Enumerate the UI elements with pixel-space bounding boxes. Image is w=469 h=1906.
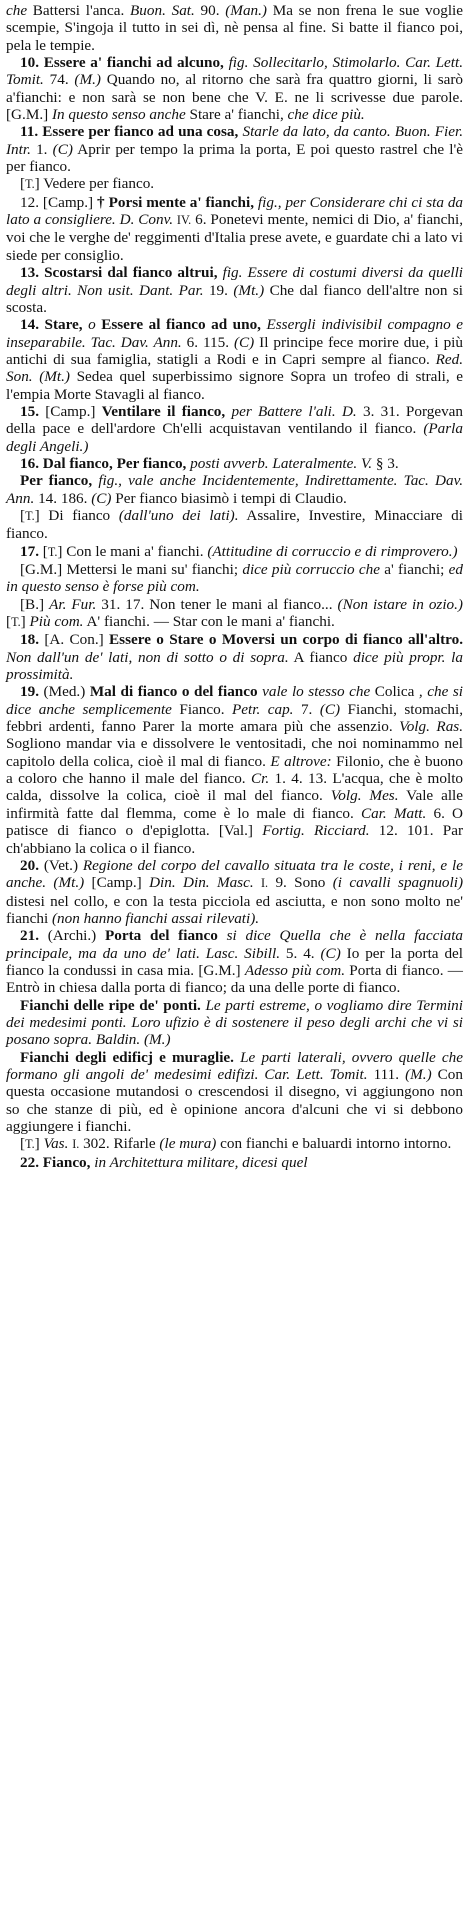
- entry-paragraph: 10. Essere a' fianchi ad alcuno, fig. Sollecitarlo, Stimolarlo. Car. Lett. Tomit. 74. (M.) Quando no, al ritorno che sarà fra quattro giorni, li sarò a'fianchi: e non sarà se non bene che V. E. ne li scrivesse due parole. [G.M.] In questo senso anche Stare a' fianchi, che dice più.: [6, 54, 464, 124]
- entry-paragraph: [B.] Ar. Fur. 31. 17. Non tener le mani al fianco... (Non istare in ozio.) [T.] Più com. A' fianchi. — Star con le mani a' fianchi.: [6, 595, 463, 631]
- entry-paragraph: [G.M.] Mettersi le mani su' fianchi; dice più corruccio che a' fianchi; ed in questo senso è forse più com.: [6, 561, 463, 596]
- entry-paragraph: 12. [Camp.] † Porsi mente a' fianchi, fig., per Considerare chi ci sta da lato a consigliere. D. Conv. IV. 6. Ponetevi mente, nemici di Dio, a' fianchi, voi che le verghe de' reggimenti d'Italia prese avete, e guardate chi a lato vi siede per consiglio.: [6, 193, 464, 264]
- entry-paragraph: 16. Dal fianco, Per fianco, posti avverb. Lateralmente. V. § 3.: [20, 454, 399, 472]
- entry-paragraph: Fianchi degli edificj e muraglie. Le parti laterali, ovvero quelle che formano gli angoli de' medesimi edifizi. Car. Lett. Tomit. 111. (M.) Con questa occasione mutandosi o crescendosi il disegno, vi aggiungono non so che stanze di più, ed è opinione ancora d'alcuni che vi si debbono aggiungere i fianchi.: [6, 1048, 463, 1135]
- entry-paragraph: [T.] Di fianco (dall'uno dei lati). Assalire, Investire, Minacciare di fianco.: [6, 506, 463, 543]
- dictionary-entry-fianco: [6, 2, 463, 1171]
- entry-paragraph: [T.] Vas. I. 302. Rifarle (le mura) con fianchi e baluardi intorno intorno.: [20, 1135, 452, 1153]
- entry-paragraph: 14. Stare, o Essere al fianco ad uno, Essergli indivisibil compagno e inseparabile. Tac. Dav. Ann. 6. 115. (C) Il principe fece morire due, i più antichi di sua famiglia, statigli a Rodi e in Capri sempre al fianco. Red. Son. (Mt.) Sedea quel superbissimo signore Sopra un trofeo di strali, e l'empia Morte Stavagli al fianco.: [6, 316, 464, 403]
- entry-paragraph: 20. (Vet.) Regione del corpo del cavallo situata tra le coste, i reni, e le anche. (Mt.) [Camp.] Din. Din. Masc. I. 9. Sono (i cavalli spagnuoli) distesi nel collo, e con la testa picciola ed asciutta, e non sono molto ne' fianchi (non hanno fianchi assai rilevati).: [6, 856, 464, 927]
- entry-paragraph: [T.] Vedere per fianco.: [20, 175, 155, 193]
- entry-paragraph: 21. (Archi.) Porta del fianco si dice Quella che è nella facciata principale, ma da uno de' lati. Lasc. Sibill. 5. 4. (C) Io per la porta del fianco la condussi in casa mia. [G.M.] Adesso più com. Porta di fianco. — Entrò in chiesa dalla porta di fianco; da una delle porte di fianco.: [6, 927, 464, 997]
- entry-paragraph: Per fianco, fig., vale anche Incidentemente, Indirettamente. Tac. Dav. Ann. 14. 186. (C) Per fianco biasimò i tempi di Claudio.: [6, 472, 464, 507]
- entry-paragraph: 15. [Camp.] Ventilare il fianco, per Battere l'ali. D. 3. 31. Porgevan della pace e dell'ardore Ch'elli acquistavan ventilando il fianco. (Parla degli Angeli.): [6, 402, 463, 455]
- entry-paragraph: 22. Fianco, in Architettura militare, dicesi quel: [20, 1153, 308, 1171]
- entry-paragraph: 11. Essere per fianco ad una cosa, Starle da lato, da canto. Buon. Fier. Intr. 1. (C) Aprir per tempo la prima la porta, E poi questo rastrel che l'è per fianco.: [6, 123, 464, 176]
- entry-paragraph: che Battersi l'anca. Buon. Sat. 90. (Man.) Ma se non frena le sue voglie scempie, S'ingoja il tutto in sei dì, nè pensa al fine. Si batte il fianco poi, pela le tempie.: [6, 2, 464, 54]
- entry-paragraph: 19. (Med.) Mal di fianco o del fianco vale lo stesso che Colica , che si dice anche semplicemente Fianco. Petr. cap. 7. (C) Fianchi, stomachi, febbri ardenti, fanno Parer la morte amara più che assenzio. Volg. Ras. Sogliono mandar via e dissolvere le ventositadi, che noi nominammo nel capitolo della colica, cioè il mal di fianco. E altrove: Filonio, che è buono a coloro che hanno il male del fianco. Cr. 1. 4. 13. L'acqua, che è molto calda, dissolve la colica, cioè il mal del fianco. Volg. Mes. Vale alle infirmità fatte dal flemma, come è lo male di fianco. Car. Matt. 6. O patisce di fianco o d'epiglotta. [Val.] Fortig. Ricciard. 12. 101. Par ch'abbiano la colica o il fianco.: [6, 683, 464, 857]
- entry-paragraph: 13. Scostarsi dal fianco altrui, fig. Essere di costumi diversi da quelli degli altri. Non usit. Dant. Par. 19. (Mt.) Che dal fianco dell'altre non si scosta.: [6, 264, 464, 316]
- entry-paragraph: 18. [A. Con.] Essere o Stare o Moversi un corpo di fianco all'altro. Non dall'un de' lati, non di sotto o di sopra. A fianco dice più propr. la prossimità.: [6, 631, 463, 684]
- entry-paragraph: 17. [T.] Con le mani a' fianchi. (Attitudine di corruccio e di rimprovero.): [20, 542, 458, 560]
- entry-paragraph: Fianchi delle ripe de' ponti. Le parti estreme, o vogliamo dire Termini dei medesimi ponti. Loro ufizio è di sostenere il peso degli archi che vi si posano sopra. Baldin. (M.): [6, 996, 463, 1049]
